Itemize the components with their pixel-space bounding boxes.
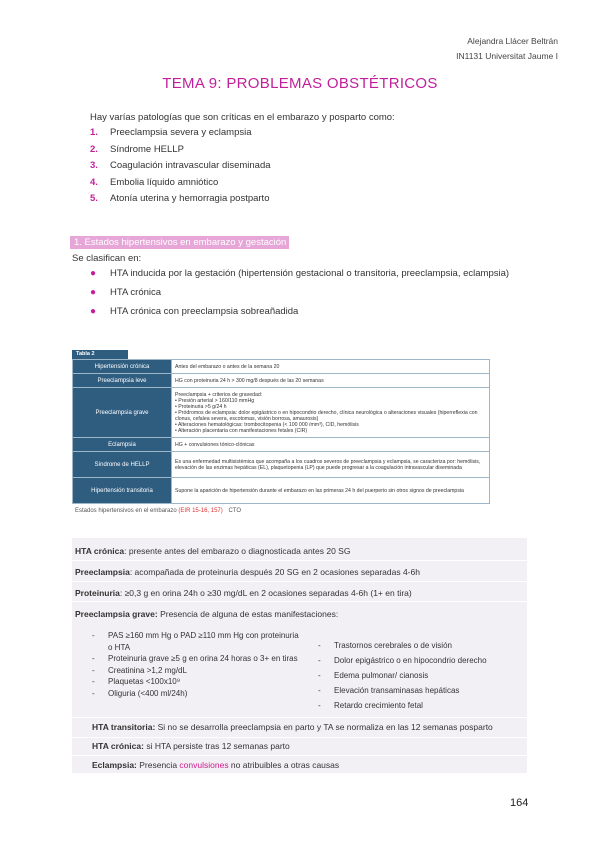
row-divider bbox=[72, 560, 527, 561]
table-footnote bbox=[75, 508, 241, 514]
table-row-content: HG con proteinuria 24 h > 300 mg/8 después de las 20 semanas bbox=[172, 374, 490, 388]
table-cell-line: Preeclampsia + criterios de gravedad: bbox=[175, 391, 263, 398]
table-row bbox=[73, 452, 490, 478]
author-name: Alejandra Llácer Beltrán bbox=[467, 36, 558, 46]
table-footnote-text: Estados hipertensivos en el embarazo bbox=[75, 508, 177, 514]
list-item-text: HTA crónica bbox=[110, 287, 162, 298]
table-row bbox=[73, 438, 490, 452]
list-number: 5. bbox=[90, 193, 98, 204]
summary-preeclampsia: Preeclampsia: acompañada de proteinuria después 20 SG en 2 ocasiones separadas 4-6h bbox=[75, 567, 420, 577]
table-row-label: Preeclampsia grave bbox=[73, 388, 172, 438]
criteria-item: - Retardo crecimiento fetal bbox=[318, 700, 528, 712]
list-item-text: Coagulación intravascular diseminada bbox=[110, 160, 271, 171]
table-row-content bbox=[172, 388, 490, 438]
grave-criteria-left bbox=[92, 630, 304, 699]
row-divider bbox=[72, 601, 527, 602]
criteria-item: - Dolor epigástrico o en hipocondrio derecho bbox=[318, 655, 528, 667]
list-item bbox=[90, 266, 525, 282]
table-row-label: Hipertensión transitoria bbox=[73, 478, 172, 504]
section-heading: 1. Estados hipertensivos en embarazo y gestación bbox=[70, 236, 289, 249]
table-row-content: Es una enfermedad multisistémica que acompaña a los cuadros severos de preeclampsia y eclampsia, se caracteriza por: hemólisis, elevación de las enzimas hepáticas (EL), plaquetopenia (LP) que puede progresar a la coagulación intravascular diseminada bbox=[172, 452, 490, 478]
page-number: 164 bbox=[510, 797, 529, 809]
criteria-item: - Plaquetas <100x10⁹ bbox=[92, 676, 304, 688]
list-item-text: HTA crónica con preeclampsia sobreañadida bbox=[110, 306, 299, 317]
list-item bbox=[90, 125, 271, 142]
table-row bbox=[73, 374, 490, 388]
hypertensive-states-table bbox=[72, 350, 490, 504]
criteria-item: - Creatinina >1,2 mg/dL bbox=[92, 665, 304, 677]
table-row-content: HG + convulsiones tónico-clónicas bbox=[172, 438, 490, 452]
list-item-text: Atonía uterina y hemorragia postparto bbox=[110, 193, 270, 204]
summary-hta-cronica: HTA crónica: presente antes del embarazo o diagnosticada antes 20 SG bbox=[75, 546, 351, 556]
intro-text: Hay varías patologías que son críticas en el embarazo y posparto como: bbox=[90, 112, 395, 123]
table-row-label: Eclampsia bbox=[73, 438, 172, 452]
list-item bbox=[90, 175, 271, 192]
list-number: 2. bbox=[90, 143, 98, 155]
summary-hta-transitoria: HTA transitoria: Si no se desarrolla preeclampsia en parto y TA se normaliza en las 12 semanas posparto bbox=[92, 722, 493, 732]
criteria-item: - Oliguria (<400 ml/24h) bbox=[92, 688, 304, 700]
table-cell-line: • Alteración placentaria con manifestaciones fetales (CIR) bbox=[175, 427, 308, 434]
table-cell-line: • Proteinuria >5 g/24 h bbox=[175, 403, 227, 410]
table-row-label: Síndrome de HELLP bbox=[73, 452, 172, 478]
criteria-item: - Edema pulmonar/ cianosis bbox=[318, 670, 528, 682]
page-title: TEMA 9: PROBLEMAS OBSTÉTRICOS bbox=[162, 75, 438, 92]
bullet-icon: ● bbox=[90, 287, 97, 298]
pathology-list bbox=[90, 125, 271, 208]
bullet-icon: ● bbox=[90, 268, 97, 279]
criteria-item: - Elevación transaminasas hepáticas bbox=[318, 685, 528, 697]
row-divider bbox=[72, 717, 527, 718]
table-cell-line: • Presión arterial > 160/110 mmHg bbox=[175, 397, 255, 404]
list-item-text: HTA inducida por la gestación (hipertensión gestacional o transitoria, preeclampsia, eclampsia) bbox=[110, 268, 510, 279]
classification-list bbox=[90, 266, 525, 323]
institution: IN1131 Universitat Jaume I bbox=[456, 51, 558, 61]
list-number: 1. bbox=[90, 127, 98, 138]
row-divider bbox=[72, 755, 527, 756]
list-number: 3. bbox=[90, 160, 98, 171]
summary-hta-cronica-2: HTA crónica: si HTA persiste tras 12 semanas parto bbox=[92, 741, 290, 751]
table-cell-line: • Pródromos de eclampsia: dolor epigástrico o en hipocondrio derecho, clínica neurológica o alteraciones visuales (hiperreflexia con clonus, cefalea severa, escotomas, visión borrosa, amaurosis) bbox=[175, 409, 478, 422]
list-item-text: Síndrome HELLP bbox=[110, 143, 184, 155]
table-row bbox=[73, 388, 490, 438]
list-item bbox=[90, 304, 525, 320]
row-divider bbox=[72, 737, 527, 738]
list-item-text: Preeclampsia severa y eclampsia bbox=[110, 127, 252, 138]
list-item-text: Embolia líquido amniótico bbox=[110, 176, 219, 188]
table-row-content: Antes del embarazo o antes de la semana 20 bbox=[172, 360, 490, 374]
summary-proteinuria: Proteinuria: ≥0,3 g en orina 24h o ≥30 mg/dL en 2 ocasiones separadas 4-6h (1+ en tira) bbox=[75, 588, 412, 598]
summary-preeclampsia-grave: Preeclampsia grave: Presencia de alguna de estas manifestaciones: bbox=[75, 609, 339, 619]
list-item bbox=[90, 142, 271, 159]
criteria-item: - Trastornos cerebrales o de visión bbox=[318, 640, 528, 652]
list-item bbox=[90, 191, 271, 208]
table-footnote-ref: (EIR 15-16, 157) bbox=[178, 508, 223, 514]
table-row bbox=[73, 360, 490, 374]
classify-intro: Se clasifican en: bbox=[72, 253, 142, 264]
row-divider bbox=[72, 581, 527, 582]
list-item bbox=[90, 285, 525, 301]
table-row-label: Preeclampsia leve bbox=[73, 374, 172, 388]
table-caption: Tabla 2 bbox=[72, 350, 128, 359]
summary-eclampsia: Eclampsia: Presencia convulsiones no atribuibles a otras causas bbox=[92, 760, 340, 770]
list-number: 4. bbox=[90, 176, 98, 188]
bullet-icon: ● bbox=[90, 306, 97, 317]
table-cell-line: • Alteraciones hematológicas: trombocitopenia (< 100 000 /mm³), CID, hemólisis bbox=[175, 421, 359, 428]
grave-criteria-right bbox=[318, 640, 528, 715]
criteria-item: - Proteinuria grave ≥5 g en orina 24 horas o 3+ en tiras bbox=[92, 653, 304, 665]
table-row-content: Supone la aparición de hipertensión durante el embarazo en las primeras 24 h del puerperio sin otros signos de preeclampsia bbox=[172, 478, 490, 504]
list-item bbox=[90, 158, 271, 175]
criteria-item: - PAS ≥160 mm Hg o PAD ≥110 mm Hg con proteinuria o HTA bbox=[92, 630, 304, 653]
table-footnote-tag: CTO bbox=[228, 508, 241, 514]
table-row bbox=[73, 478, 490, 504]
table-row-label: Hipertensión crónica bbox=[73, 360, 172, 374]
